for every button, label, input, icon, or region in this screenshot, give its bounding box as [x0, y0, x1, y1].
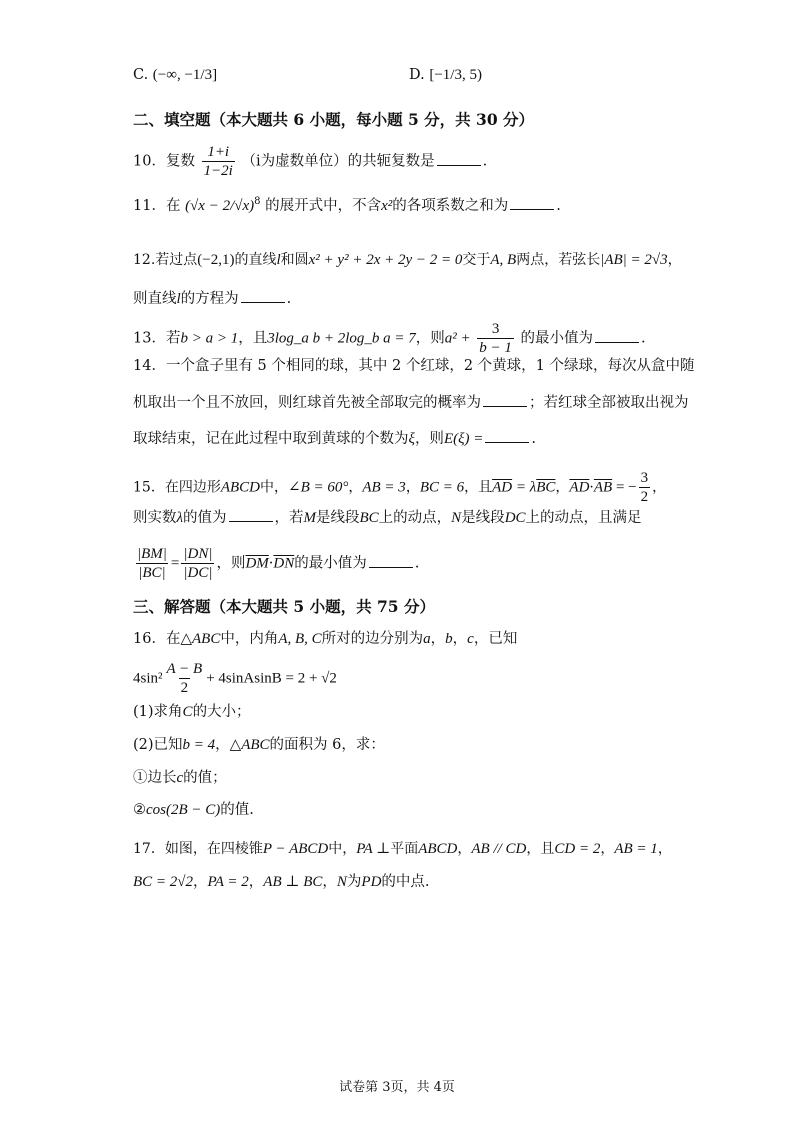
math-term: (−2,1)	[197, 252, 235, 268]
question-text: ②	[133, 802, 146, 818]
math-term: a² +	[444, 330, 471, 347]
math-term: P − ABCD	[262, 841, 329, 857]
math-term: N	[451, 510, 462, 526]
answer-blank[interactable]	[483, 392, 527, 407]
denominator: b − 1	[479, 340, 512, 356]
option-row	[133, 66, 704, 84]
answer-blank[interactable]	[229, 507, 273, 522]
numerator: |DN|	[183, 546, 213, 562]
math-term: BC = 6	[419, 479, 465, 496]
question-text: 取球结束，记在此过程中取到黄球的个数为	[133, 431, 409, 447]
question-text: (1)求角	[133, 704, 183, 720]
question-number: 12.	[133, 252, 156, 268]
question-number: 14．	[133, 358, 166, 374]
math-term: ABCD	[220, 479, 260, 496]
question-text: 的最小值为	[294, 555, 367, 572]
question-text: ，则	[415, 330, 445, 347]
question-number: 16．	[133, 631, 166, 647]
question-text: 的大小；	[192, 704, 251, 720]
question-13	[133, 320, 704, 357]
question-text: 交于	[462, 252, 491, 268]
punctuation: .	[414, 555, 420, 572]
fraction	[202, 143, 235, 180]
option-d-value: [−1/3, 5)	[429, 67, 482, 83]
math-term: PD	[361, 874, 382, 890]
section-heading-solutions: 三、解答题（本大题共 5 小题，共 75 分）	[133, 597, 435, 616]
punctuation: .	[556, 198, 561, 214]
vector: $\overline{AD}$	[569, 479, 590, 496]
question-text: 如图，在四棱锥	[164, 841, 263, 857]
question-15-line-1: 15．在四边形ABCD中，∠B = 60°，AB = 3，BC = 6，且$\overline{AD} = \lambda\overline{BC}$，$\overline{AD}\cdot\overline{AB}$ = − $\frac{3}{2}$ ，	[133, 470, 667, 505]
question-text: 一个盒子里有 5 个相同的球，其中 2 个红球，2 个黄球，1 个绿球，每次从盒中随	[165, 358, 695, 374]
punctuation: ，	[215, 737, 230, 753]
math-term: x² + y² + 2x + 2y − 2 = 0	[308, 252, 463, 268]
punctuation: ，	[667, 252, 682, 268]
math-term: l	[276, 252, 281, 268]
question-text: 复数	[165, 153, 195, 170]
question-14-line-1	[133, 358, 704, 375]
answer-blank[interactable]	[241, 288, 285, 303]
math-term: + 4sinAsinB = 2 + √2	[206, 670, 337, 687]
numerator: |BM|	[137, 546, 167, 562]
question-text: 两点，若弦长	[516, 252, 601, 268]
math-term: λ	[176, 510, 183, 526]
question-text: 中，	[260, 479, 288, 496]
question-text: 是线段	[461, 510, 505, 526]
question-text: 若	[165, 330, 181, 347]
punctuation: .	[482, 153, 488, 170]
answer-blank[interactable]	[595, 328, 639, 343]
question-text: 的直线	[234, 252, 277, 268]
question-text: 若过点	[155, 252, 198, 268]
question-text: 上的动点，	[378, 510, 452, 526]
numerator: 1+i	[207, 144, 230, 160]
question-number: 13．	[133, 330, 166, 347]
question-14-line-3	[133, 428, 704, 448]
question-16-line-1: 16．在△ABC中，内角A, B, C所对的边分别为a，b，c，已知	[133, 631, 518, 647]
question-16-part-1	[133, 703, 704, 721]
math-term: PA ⊥	[356, 841, 391, 857]
math-term: PA = 2	[207, 874, 249, 890]
math-term: AB // CD	[471, 841, 527, 857]
question-text: 则实数	[133, 510, 177, 526]
denominator: 2	[640, 489, 649, 505]
question-text: ，已知	[473, 631, 518, 647]
math-term: c	[467, 631, 474, 647]
question-text: ，且	[238, 330, 268, 347]
question-text: (2)已知	[133, 737, 183, 753]
question-17-line-1: 17．如图，在四棱锥P − ABCD中，PA ⊥平面ABCD，AB // CD，且CD = 2，AB = 1，	[133, 841, 672, 857]
question-15-line-2	[133, 507, 704, 527]
question-number: 10．	[133, 153, 166, 170]
fraction	[477, 320, 514, 357]
math-term: b > a > 1	[180, 330, 239, 347]
question-text: ；若红球全部被取出视为	[529, 395, 689, 411]
math-term: ∠B = 60°	[288, 479, 349, 496]
math-term: a	[423, 631, 431, 647]
math-term: cos(2B − C)	[146, 802, 221, 818]
question-text: ①边长	[133, 770, 177, 786]
math-term: = λ	[512, 479, 537, 496]
math-term: = −	[612, 479, 637, 496]
math-term: b	[445, 631, 453, 647]
math-term: DC	[504, 510, 526, 526]
question-text: 机取出一个且不放回，则红球首先被全部取完的概率为	[133, 395, 481, 411]
question-text: 则直线	[133, 291, 177, 307]
math-term: ξ	[408, 431, 415, 447]
question-text: 的面积为 6，求：	[269, 737, 385, 753]
question-text: ，则	[414, 431, 444, 447]
question-12-line-1	[133, 251, 704, 269]
math-term: M	[303, 510, 316, 526]
vector: $\overline{DM}$	[245, 555, 269, 572]
question-text: ，若	[274, 510, 304, 526]
option-c-label: C.	[133, 67, 149, 83]
question-14-line-2	[133, 392, 704, 412]
question-text: 平面	[390, 841, 419, 857]
denominator: 2	[180, 680, 189, 696]
question-16-sub-1	[133, 769, 704, 787]
punctuation: .	[641, 330, 646, 347]
question-text: 中，	[328, 841, 357, 857]
answer-blank[interactable]	[369, 553, 413, 568]
section-heading-fill-blank: 二、填空题（本大题共 6 小题，每小题 5 分，共 30 分）	[133, 110, 535, 129]
math-term: 3log_a b + 2log_b a = 7	[267, 330, 416, 347]
question-12-line-2	[133, 288, 704, 308]
question-text: 的值.	[220, 802, 254, 818]
question-text: 上的动点，且满足	[525, 510, 642, 526]
math-term: 4sin²	[133, 670, 163, 687]
question-text: ，且	[526, 841, 555, 857]
option-c-value: (−∞, −1/3]	[152, 67, 218, 83]
answer-blank[interactable]	[485, 428, 529, 443]
question-15-line-3: $\frac{|BM|}{|BC|}$ = $\frac{|DN|}{|DC|}$ ，则$\overline{DM}\cdot\overline{DN}$的最小值为 .	[137, 546, 420, 581]
math-term: ABCD	[418, 841, 458, 857]
math-term: AB = 3	[362, 479, 406, 496]
math-term: b = 4	[182, 737, 216, 753]
question-11	[133, 195, 704, 215]
fraction	[135, 545, 169, 582]
exponent: 8	[254, 196, 261, 208]
punctuation: .	[531, 431, 536, 447]
math-term: △ABC	[180, 631, 221, 647]
fraction	[639, 469, 651, 506]
question-text: 和圆	[280, 252, 309, 268]
math-term: BC = 2√2	[133, 874, 194, 890]
fraction	[181, 545, 214, 582]
question-text: 的值；	[183, 770, 227, 786]
question-16-part-2	[133, 736, 704, 754]
answer-blank[interactable]	[437, 151, 481, 166]
math-term: A, B	[490, 252, 517, 268]
numerator: A − B	[166, 661, 203, 677]
question-text: 在四边形	[164, 479, 221, 496]
numerator: 3	[640, 470, 649, 486]
question-number: 17．	[133, 841, 165, 857]
math-term: x²	[381, 198, 393, 214]
math-term: N	[336, 874, 347, 890]
vector: $\overline{AB}$	[593, 479, 613, 496]
vector: $\overline{AD}$	[492, 479, 513, 496]
math-term: E(ξ) =	[443, 431, 484, 447]
math-term: A, B, C	[278, 631, 322, 647]
math-term: AB = 1	[614, 841, 658, 857]
math-term: AB ⊥ BC	[263, 874, 323, 890]
question-text: 的方程为	[180, 291, 239, 307]
math-term: C	[182, 704, 193, 720]
question-text: （i为虚数单位）的共轭复数是	[241, 153, 435, 170]
question-text: ，且	[464, 479, 493, 496]
option-d-label: D.	[409, 67, 425, 83]
math-term: △ABC	[229, 737, 270, 753]
page-footer: 试卷第 3页，共 4页	[339, 1080, 455, 1095]
answer-blank[interactable]	[510, 195, 554, 210]
math-term: c	[176, 770, 184, 786]
denominator: |DC|	[183, 565, 213, 581]
question-16-equation	[133, 660, 704, 697]
denominator: |BC|	[138, 565, 166, 581]
math-term: CD = 2	[554, 841, 601, 857]
question-text: 中，内角	[220, 631, 279, 647]
question-number: 15．	[133, 479, 165, 496]
question-text: 在	[165, 631, 181, 647]
vector: $\overline{BC}$	[536, 479, 556, 496]
question-text: 是线段	[316, 510, 360, 526]
question-text: 在	[165, 198, 181, 214]
punctuation: .	[286, 291, 292, 307]
question-text: 所对的边分别为	[321, 631, 424, 647]
numerator: 3	[491, 321, 500, 337]
question-text: 的各项系数之和为	[392, 198, 509, 214]
question-text: 的中点.	[381, 874, 430, 890]
question-text: 的最小值为	[520, 330, 594, 347]
math-term: BC	[359, 510, 379, 526]
vector: $\overline{DN}$	[273, 555, 295, 572]
math-term: l	[176, 291, 181, 307]
math-term: |AB| = 2√3	[600, 252, 668, 268]
denominator: 1−2i	[203, 163, 233, 179]
question-text: ，则	[216, 555, 246, 572]
binomial-expression: (√x − 2/√x)	[185, 198, 255, 214]
question-text: 的展开式中，不含	[265, 198, 382, 214]
fraction	[165, 660, 205, 697]
question-17-line-2: BC = 2√2，PA = 2，AB ⊥ BC，N为PD的中点.	[133, 874, 430, 890]
question-10	[133, 143, 704, 180]
question-text: 为	[346, 874, 362, 890]
question-16-sub-2	[133, 801, 704, 819]
question-text: 的值为	[183, 510, 227, 526]
question-number: 11．	[133, 198, 166, 214]
